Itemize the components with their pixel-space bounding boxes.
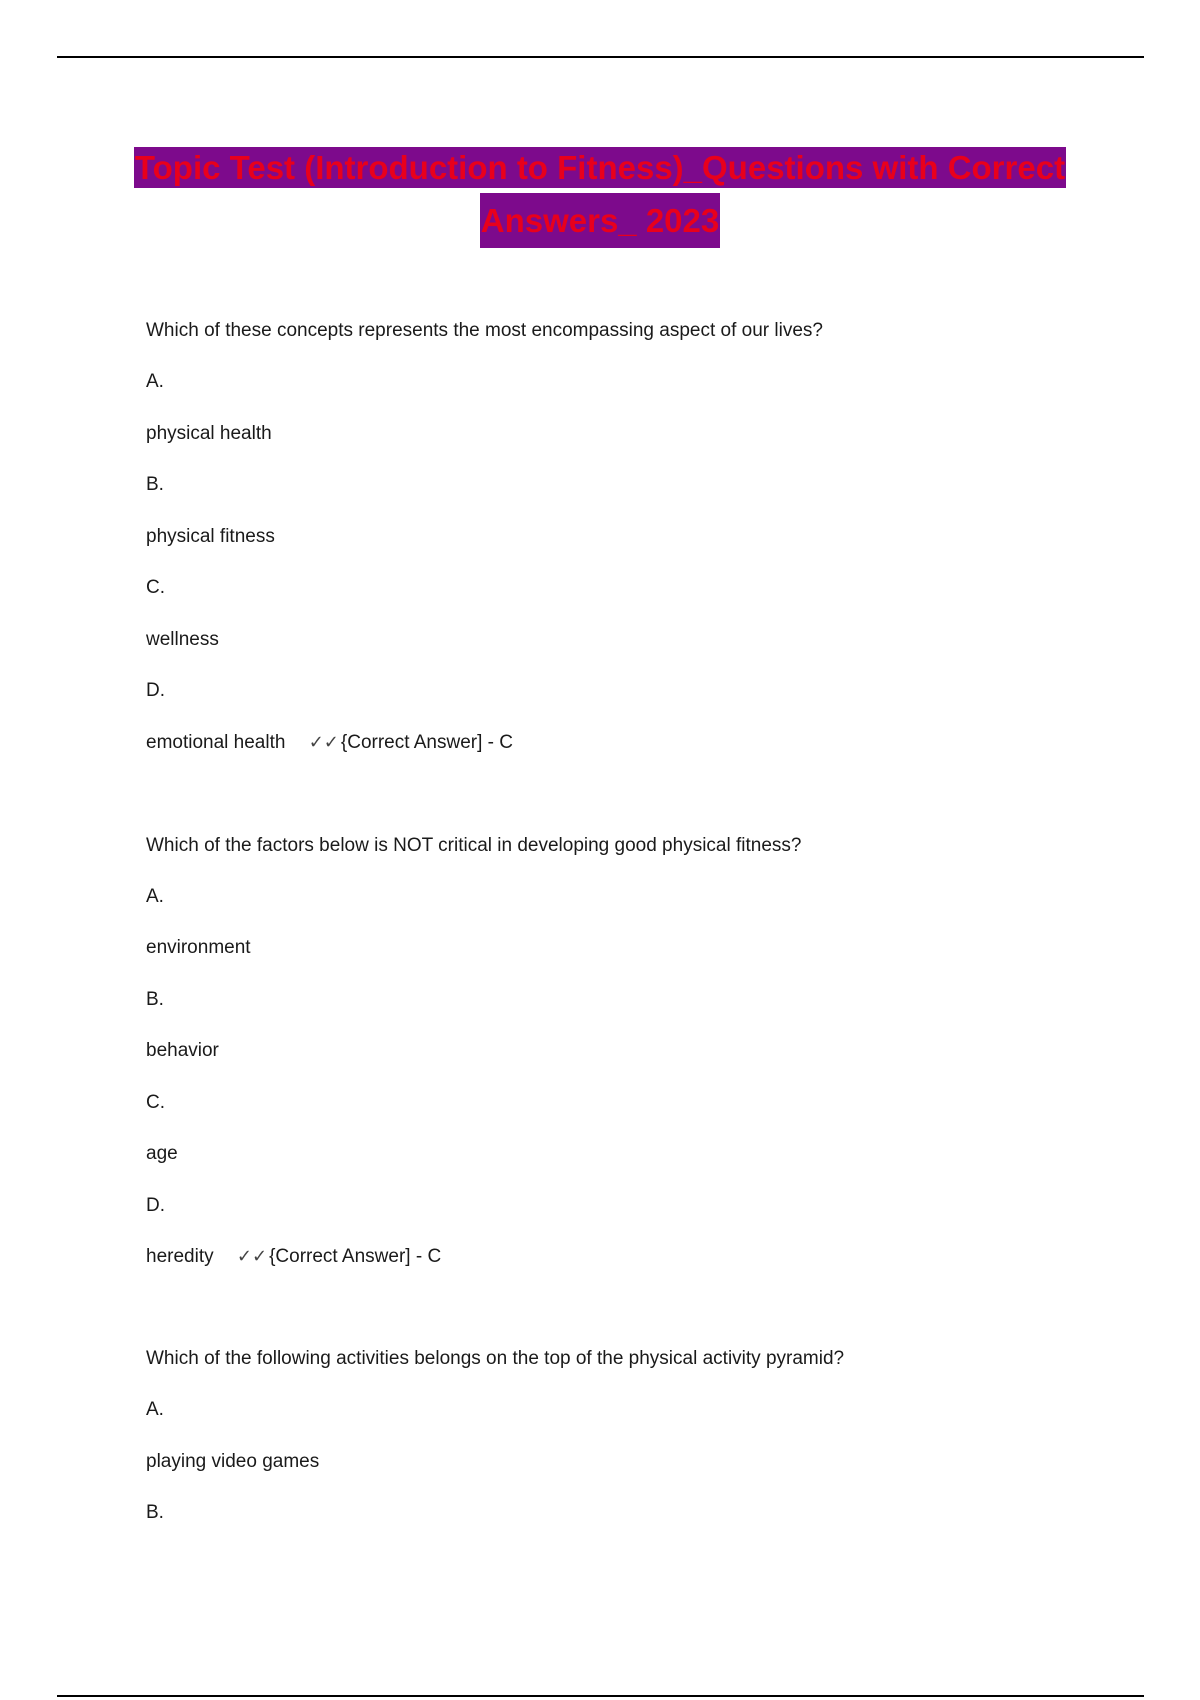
- option-text: behavior: [146, 1040, 219, 1061]
- title-line-2: Answers_ 2023: [480, 193, 721, 248]
- option-text: heredity: [146, 1246, 214, 1267]
- answer-value: - C: [415, 1246, 442, 1267]
- document-title: [60, 142, 1140, 248]
- option-letter: A.: [146, 1399, 164, 1420]
- double-check-icon: ✓✓: [236, 1246, 268, 1266]
- option-letter: A.: [146, 886, 164, 907]
- question-text: Which of the following activities belongs on the top of the physical activity pyramid?: [146, 1348, 845, 1369]
- option-text: physical health: [146, 423, 272, 444]
- option-letter: B.: [146, 989, 164, 1010]
- correct-answer: [237, 1246, 441, 1268]
- double-check-icon: ✓✓: [308, 732, 339, 752]
- option-letter: C.: [146, 1092, 165, 1113]
- correct-answer: [309, 732, 513, 754]
- answer-label: {Correct Answer]: [340, 732, 483, 753]
- answer-line: [146, 1246, 441, 1268]
- option-text: environment: [146, 937, 251, 958]
- option-letter: D.: [146, 1195, 165, 1216]
- answer-label: {Correct Answer]: [269, 1246, 411, 1267]
- answer-value: - C: [487, 732, 513, 753]
- option-letter: A.: [146, 371, 164, 392]
- option-text: age: [146, 1143, 178, 1164]
- option-text: physical fitness: [146, 526, 275, 547]
- answer-line: [146, 732, 513, 754]
- header-rule: [57, 56, 1144, 58]
- question-text: Which of the factors below is NOT critical in developing good physical fitness?: [146, 835, 802, 856]
- option-letter: B.: [146, 1502, 164, 1523]
- option-text: emotional health: [146, 732, 286, 753]
- option-text: playing video games: [146, 1451, 320, 1472]
- title-line-1: Topic Test (Introduction to Fitness)_Questions with Correct: [134, 149, 1066, 186]
- question-text: Which of these concepts represents the most encompassing aspect of our lives?: [146, 320, 823, 341]
- option-letter: B.: [146, 474, 164, 495]
- option-letter: C.: [146, 577, 165, 598]
- option-text: wellness: [146, 629, 219, 650]
- option-letter: D.: [146, 680, 165, 701]
- footer-rule: [57, 1695, 1144, 1697]
